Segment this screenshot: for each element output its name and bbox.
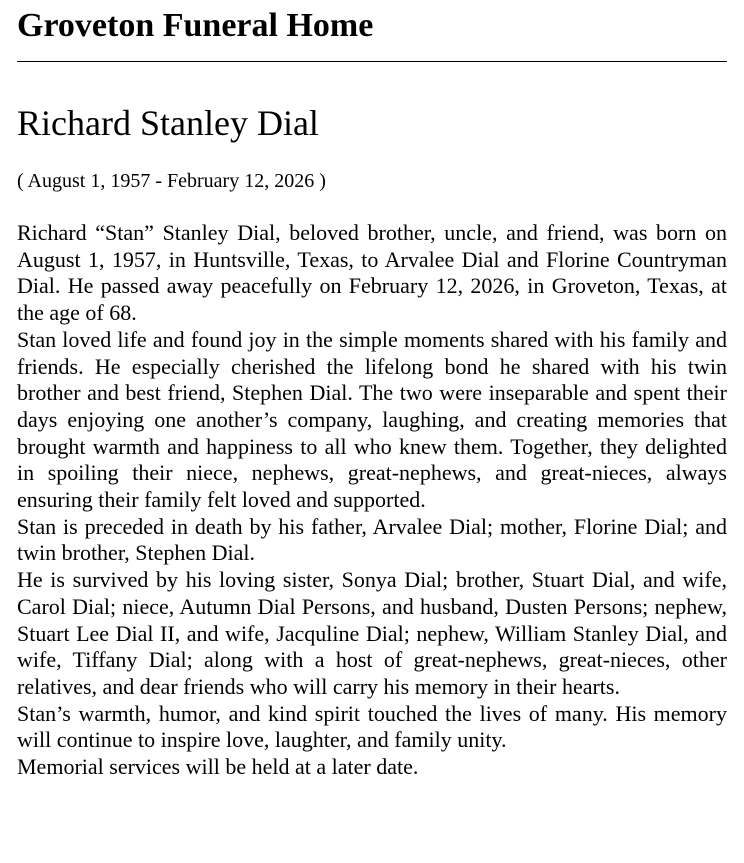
obituary-content xyxy=(17,102,727,781)
header-divider xyxy=(17,61,727,62)
obituary-paragraph-birth: Richard “Stan” Stanley Dial, beloved brother, uncle, and friend, was born on August 1, 1957, in Huntsville, Texas, to Arvalee Dial and Florine Countryman Dial. He passed away peacefully on February 12, 2026, in Groveton, Texas, at the age of 68. xyxy=(17,220,727,326)
site-title: Groveton Funeral Home xyxy=(17,7,374,44)
obituary-paragraph-services: Memorial services will be held at a later date. xyxy=(17,754,419,780)
obituary-paragraph-life: Stan loved life and found joy in the simple moments shared with his family and friends. He especially cherished the lifelong bond he shared with his twin brother and best friend, Stephen Dial. The two were inseparable and spent their days enjoying one another’s company, laughing, and creating memories that brought warmth and happiness to all who knew them. Together, they delighted in spoiling their niece, nephews, great-nephews, and great-nieces, always ensuring their family felt loved and supported. xyxy=(17,326,727,513)
site-header xyxy=(17,6,727,62)
obituary-paragraph-preceded: Stan is preceded in death by his father, Arvalee Dial; mother, Florine Dial; and twin brother, Stephen Dial. xyxy=(17,513,727,566)
deceased-name: Richard Stanley Dial xyxy=(17,103,319,143)
obituary-text xyxy=(17,220,727,781)
obituary-paragraph-survived: He is survived by his loving sister, Sonya Dial; brother, Stuart Dial, and wife, Carol Dial; niece, Autumn Dial Persons, and husband, Dusten Persons; nephew, Stuart Lee Dial II, and wife, Jacquline Dial; nephew, William Stanley Dial, and wife, Tiffany Dial; along with a host of great-nephews, great-nieces, other relatives, and dear friends who will carry his memory in their hearts. xyxy=(17,567,727,699)
life-dates: ( August 1, 1957 - February 12, 2026 ) xyxy=(17,170,326,192)
obituary-paragraph-memory: Stan’s warmth, humor, and kind spirit touched the lives of many. His memory will continue to inspire love, laughter, and family unity. xyxy=(17,700,727,753)
obituary-page xyxy=(0,6,744,863)
